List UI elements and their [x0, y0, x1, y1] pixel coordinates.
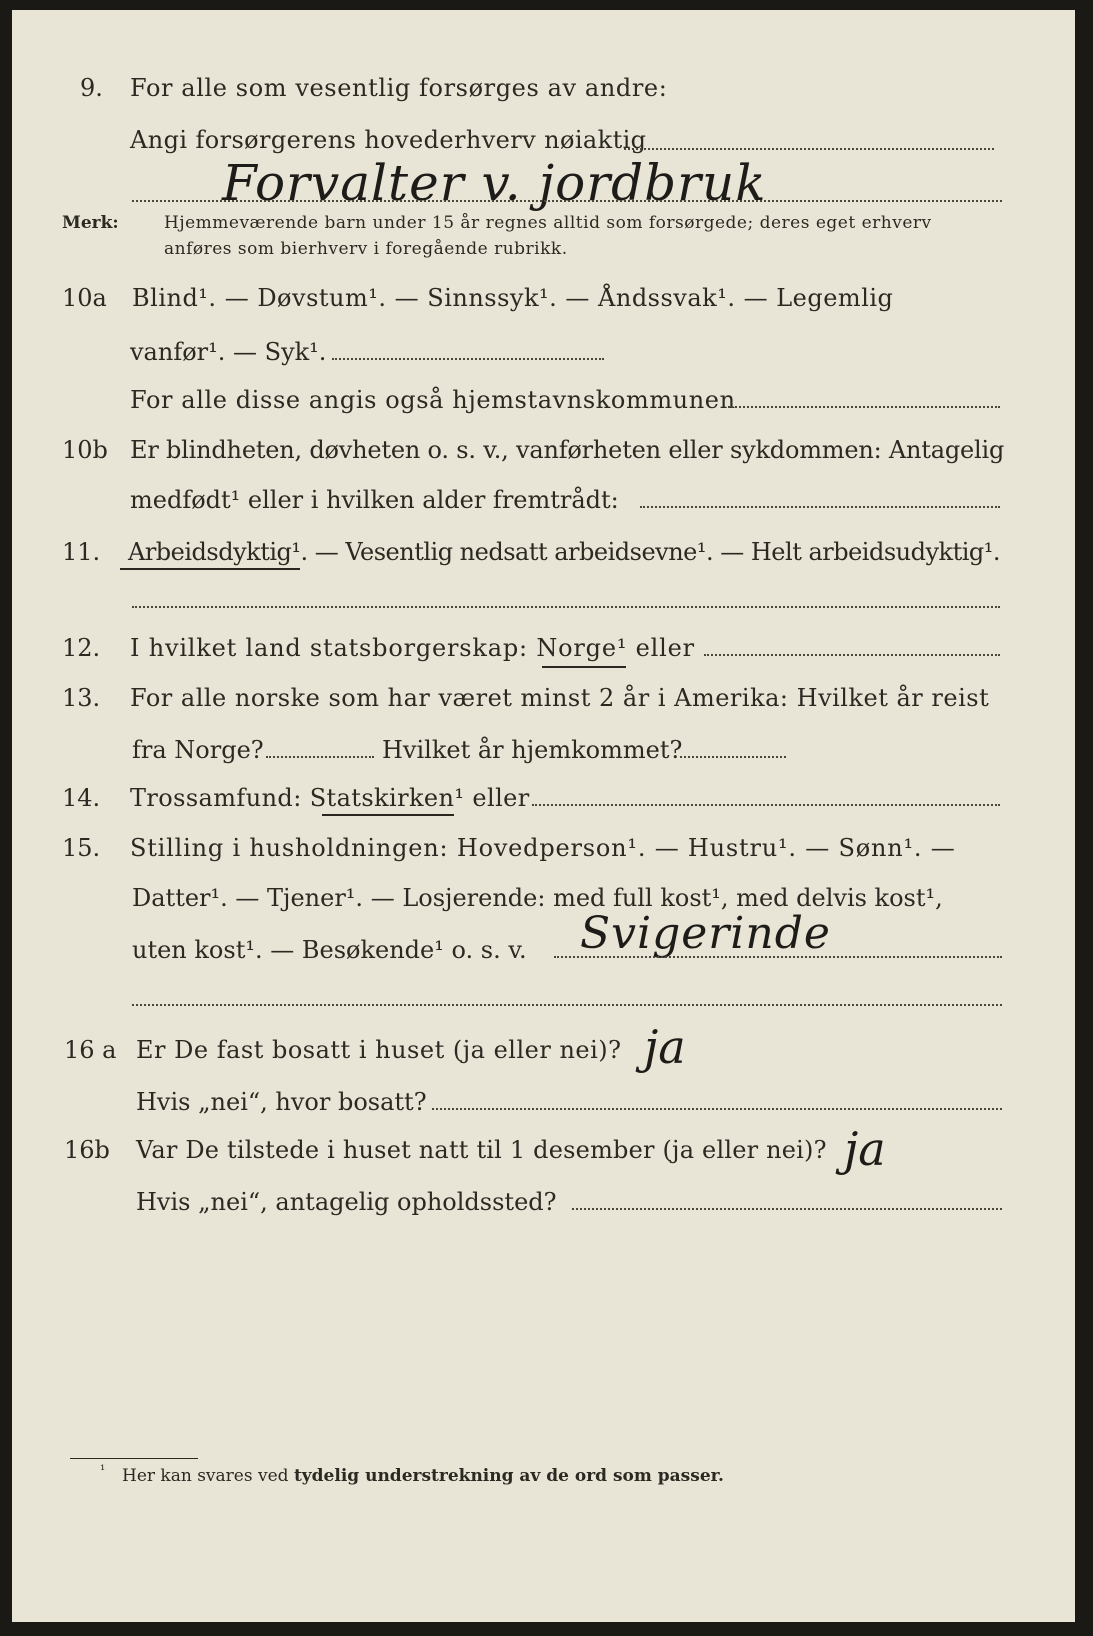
q11-number: 11. — [62, 538, 101, 566]
q15-dotted-line-1 — [554, 956, 1002, 958]
q11-underline-arbeidsdyktig — [120, 568, 300, 570]
q13-number: 13. — [62, 684, 101, 712]
q13-line2b: Hvilket år hjemkommet? — [382, 736, 683, 764]
footnote-text — [122, 1468, 724, 1485]
q16a-dotted-line — [432, 1108, 1002, 1110]
q16a-handwritten-answer[interactable]: ja — [644, 1020, 686, 1074]
q12-number: 12. — [62, 634, 101, 662]
footnote-rule — [70, 1458, 198, 1459]
merk-label: Merk: — [62, 213, 119, 233]
q15-line3: uten kost¹. — Besøkende¹ o. s. v. — [132, 936, 527, 964]
q10a-dotted-line-1 — [332, 358, 604, 360]
census-form-page — [12, 10, 1075, 1622]
q15-line2: Datter¹. — Tjener¹. — Losjerende: med full kost¹, med delvis kost¹, — [132, 884, 943, 912]
q14-underline-statskirken — [322, 814, 454, 816]
q13-line2a: fra Norge? — [132, 736, 264, 764]
q12-underline-norge — [542, 666, 626, 668]
q10a-line3: For alle disse angis også hjemstavnskommunen — [130, 386, 736, 414]
q10a-line1: Blind¹. — Døvstum¹. — Sinnssyk¹. — Åndssvak¹. — Legemlig — [132, 284, 894, 312]
q16a-line1: Er De fast bosatt i huset (ja eller nei)? — [136, 1036, 622, 1064]
q16a-number: 16 a — [64, 1036, 117, 1064]
q9-number: 9. — [80, 74, 103, 102]
q12-dotted-line — [704, 654, 1000, 656]
q16b-line1: Var De tilstede i huset natt til 1 desember (ja eller nei)? — [136, 1136, 827, 1164]
merk-line2: anføres som bierhverv i foregående rubrikk. — [164, 239, 568, 259]
q9-handwritten-answer[interactable]: Forvalter v. jordbruk — [222, 154, 767, 212]
q14-number: 14. — [62, 784, 101, 812]
q15-number: 15. — [62, 834, 101, 862]
footnote-mark: ¹ — [100, 1463, 106, 1478]
q13-dotted-line-1 — [266, 756, 374, 758]
q10b-number: 10b — [62, 436, 108, 464]
q10b-line2: medfødt¹ eller i hvilken alder fremtrådt: — [130, 486, 619, 514]
q13-dotted-line-2 — [680, 756, 786, 758]
q11-dotted-line — [132, 606, 1000, 608]
footnote-text-bold: tydelig understrekning av de ord som passer. — [293, 1466, 724, 1486]
q10a-number: 10a — [62, 284, 107, 312]
q16b-line2: Hvis „nei“, antagelig opholdssted? — [136, 1188, 557, 1216]
q15-dotted-line-2 — [132, 1004, 1002, 1006]
q9-dotted-line-2 — [132, 200, 1002, 202]
q16b-number: 16b — [64, 1136, 110, 1164]
q14-line1: Trossamfund: Statskirken¹ eller — [130, 784, 530, 812]
q16b-dotted-line — [572, 1208, 1002, 1210]
footnote-text-plain: Her kan svares ved — [122, 1466, 289, 1486]
q10a-line2: vanfør¹. — Syk¹. — [130, 338, 327, 366]
q14-dotted-line — [532, 804, 1000, 806]
q15-line1: Stilling i husholdningen: Hovedperson¹. — Hustru¹. — Sønn¹. — — [130, 834, 956, 862]
q10b-line1: Er blindheten, døvheten o. s. v., vanførheten eller sykdommen: Antagelig — [130, 436, 1005, 464]
q9-line2: Angi forsørgerens hovederhverv nøiaktig — [130, 126, 647, 154]
q15-handwritten-answer[interactable]: Svigerinde — [580, 908, 831, 959]
q12-line1: I hvilket land statsborgerskap: Norge¹ eller — [130, 634, 695, 662]
merk-line1: Hjemmeværende barn under 15 år regnes alltid som forsørgede; deres eget erhverv — [164, 213, 932, 233]
q16b-handwritten-answer[interactable]: ja — [844, 1122, 886, 1176]
q10a-dotted-line-2 — [728, 406, 1000, 408]
q10b-dotted-line — [640, 506, 1000, 508]
q16a-line2: Hvis „nei“, hvor bosatt? — [136, 1088, 427, 1116]
q9-line1: For alle som vesentlig forsørges av andre: — [130, 74, 668, 102]
q9-dotted-line-1 — [624, 148, 994, 150]
q11-line1: Arbeidsdyktig¹. — Vesentlig nedsatt arbeidsevne¹. — Helt arbeidsudyktig¹. — [128, 538, 1001, 566]
q13-line1: For alle norske som har været minst 2 år i Amerika: Hvilket år reist — [130, 684, 990, 712]
